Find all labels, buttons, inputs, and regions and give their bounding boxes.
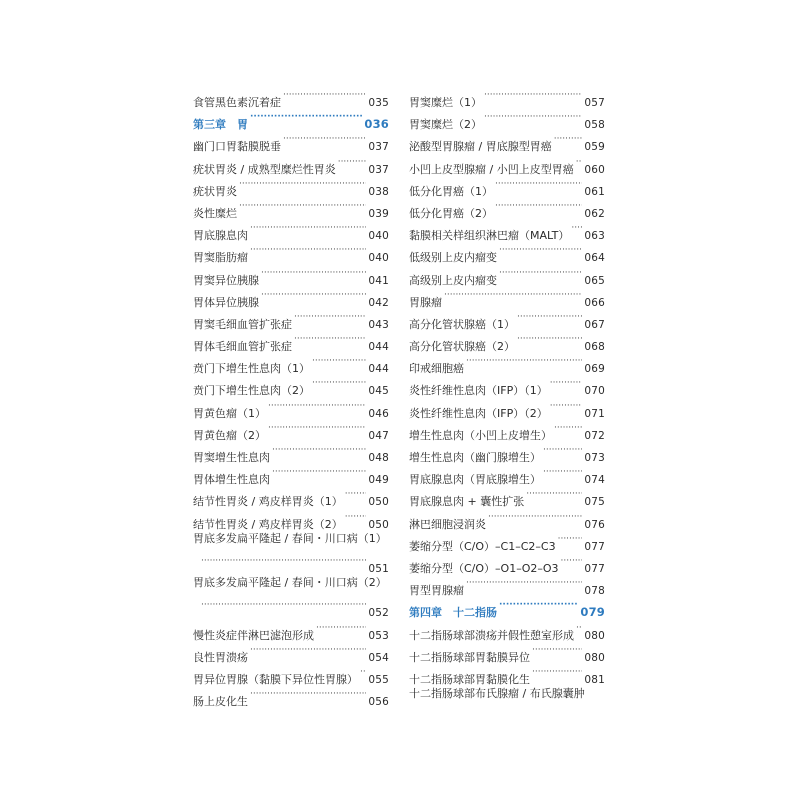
dot-leader [495,173,582,195]
toc-entry[interactable] [409,528,605,553]
toc-entry-title: 疣状胃炎 / 成熟型糜烂性胃炎 [193,162,336,176]
dot-leader [294,328,366,350]
toc-entry[interactable] [193,84,389,109]
toc-page-number: 058 [584,119,605,132]
toc-left-column [193,84,389,709]
dot-leader [561,550,583,572]
toc-entry-title: 高分化管状腺癌（2） [409,340,515,354]
toc-entry[interactable] [409,439,605,464]
toc-entry[interactable] [193,483,389,509]
dot-leader [466,350,582,372]
toc-entry[interactable] [409,217,605,243]
toc-page-number: 056 [368,696,389,709]
toc-entry[interactable] [409,106,605,132]
toc-entry[interactable] [409,639,605,664]
toc-page-number: 074 [584,474,605,487]
toc-entry-title: 胃底腺息肉 + 囊性扩张 [409,495,525,509]
dot-leader [250,217,366,239]
toc-entry-title: 结节性胃炎 / 鸡皮样胃炎（2） [193,517,343,531]
toc-entry[interactable] [409,173,605,198]
dot-leader [484,84,582,106]
toc-entry[interactable] [193,639,389,664]
toc-page-number: 055 [368,673,389,686]
dot-leader [517,328,582,350]
dot-leader [543,439,582,461]
toc-page-number: 050 [368,496,389,509]
toc-entry[interactable] [409,572,605,598]
toc-entry-title: 小凹上皮型腺瘤 / 小凹上皮型胃癌 [409,162,574,176]
toc-entry-title: 胃异位胃腺（黏膜下异位性胃腺） [193,672,358,686]
toc-entry-title: 胃窦异位胰腺 [193,273,259,287]
toc-entry-title: 胃体毛细血管扩张症 [193,340,292,354]
toc-page-number: 061 [584,185,605,198]
toc-page-number: 048 [368,452,389,464]
toc-entry[interactable] [409,195,605,220]
toc-page-number: 072 [584,429,605,442]
dot-leader [239,173,366,195]
dot-leader [250,683,366,705]
toc-page-number: 071 [584,407,605,420]
toc-entry[interactable] [409,617,605,642]
toc-entry-title: 炎性纤维性息肉（IFP）（2） [409,406,548,420]
toc-page-number: 070 [584,385,605,398]
toc-entry-title: 高分化管状腺癌（1） [409,317,515,331]
toc-page-number: 052 [368,607,389,620]
toc-page-number: 059 [584,141,605,154]
toc-page-number: 080 [584,651,605,664]
toc-page-number: 038 [368,185,389,198]
toc-entry-title: 胃底腺息肉（胃底腺增生） [409,473,541,487]
toc-entry[interactable] [193,417,389,442]
toc-page-number: 079 [580,605,605,620]
toc-entry[interactable] [193,683,389,709]
dot-leader [316,617,366,639]
toc-entry-title: 胃型胃腺瘤 [409,584,464,598]
toc-page-number: 046 [368,407,389,420]
dot-leader [444,284,582,306]
toc-entry[interactable] [409,550,605,575]
chapter-title: 第四章 十二指肠 [409,606,497,620]
toc-entry[interactable] [193,284,389,309]
toc-entry-title: 萎缩分型（C/O）–C1–C2–C3 [409,539,556,553]
toc-entry[interactable] [409,328,605,354]
dot-leader [499,594,578,616]
toc-entry-title: 十二指肠球部溃疡并假性憩室形成 [409,628,574,642]
dot-leader [495,195,582,217]
toc-right-column [409,84,605,705]
dot-leader [283,128,366,150]
toc-entry[interactable] [193,461,389,487]
toc-entry-title: 胃窦糜烂（1） [409,96,482,109]
toc-entry-title: 慢性炎症伴淋巴滤泡形成 [193,628,314,642]
dot-leader [532,639,582,661]
toc-entry-title: 食管黑色素沉着症 [193,96,281,109]
toc-entry[interactable] [193,528,389,575]
dot-leader [250,106,362,128]
toc-entry[interactable] [193,151,389,176]
toc-entry-title: 结节性胃炎 / 鸡皮样胃炎（1） [193,495,343,509]
dot-leader [312,350,366,372]
toc-entry-title: 肠上皮化生 [193,695,248,709]
toc-entry[interactable] [193,306,389,331]
dot-leader [250,639,366,661]
toc-page-number: 080 [584,629,605,642]
toc-page-number: 062 [584,207,605,220]
toc-entry-title: 十二指肠球部胃黏膜异位 [409,650,530,664]
dot-leader [499,239,582,261]
toc-page-number: 044 [368,363,389,376]
toc-page-number: 049 [368,474,389,487]
toc-entry[interactable] [193,173,389,198]
dot-leader [345,483,367,505]
dot-leader [268,417,366,439]
dot-leader [261,284,366,306]
toc-page-number: 044 [368,341,389,354]
toc-entry-title: 疣状胃炎 [193,184,237,198]
toc-entry-title: 胃黄色瘤（2） [193,428,266,442]
toc-entry-title: 胃黄色瘤（1） [193,406,266,420]
dot-leader [272,439,366,461]
toc-chapter-heading[interactable] [193,106,389,132]
toc-page-number: 078 [584,585,605,598]
toc-entry[interactable] [193,262,389,287]
toc-page-number: 081 [584,673,605,686]
toc-entry[interactable] [193,239,389,265]
toc-entry-title: 增生性息肉（幽门腺增生） [409,451,541,464]
toc-entry[interactable] [193,439,389,464]
toc-page-number: 043 [368,318,389,331]
toc-entry[interactable] [409,483,605,509]
toc-entry[interactable] [193,506,389,531]
toc-entry[interactable] [409,683,605,705]
toc-page-number: 039 [368,207,389,220]
toc-entry-title: 胃底腺息肉 [193,229,248,243]
toc-entry-title: 贲门下增生性息肉（1） [193,362,310,376]
toc-page-number: 063 [584,230,605,243]
toc-entry-title: 十二指肠球部胃黏膜化生 [409,672,530,686]
dot-leader [239,195,366,217]
toc-entry[interactable] [193,617,389,642]
toc-page-number: 076 [584,518,605,531]
dot-leader [517,306,582,328]
dot-leader [543,461,582,483]
toc-entry-title: 胃窦糜烂（2） [409,118,482,132]
toc-page-number: 040 [368,252,389,265]
toc-page-number: 077 [584,562,605,575]
toc-chapter-heading[interactable] [409,594,605,620]
dot-leader [312,372,366,394]
dot-leader [345,506,367,528]
toc-entry-title: 低分化胃癌（1） [409,184,493,198]
toc-page-number: 053 [368,629,389,642]
dot-leader [532,661,582,683]
toc-entry-title: 胃体增生性息肉 [193,473,270,487]
toc-page-number: 037 [368,141,389,154]
toc-entry[interactable] [409,84,605,109]
toc-page-number: 066 [584,296,605,309]
toc-entry-title: 胃窦毛细血管扩张症 [193,317,292,331]
toc-page-number: 054 [368,651,389,664]
toc-entry[interactable] [193,372,389,398]
toc-page-number: 045 [368,385,389,398]
toc-entry-title: 高级别上皮内瘤变 [409,273,497,287]
dot-leader [488,506,582,528]
toc-entry[interactable] [409,461,605,487]
toc-page-number: 057 [584,97,605,109]
toc-page-number: 073 [584,452,605,464]
toc-page-number: 075 [584,496,605,509]
toc-entry[interactable] [409,128,605,154]
dot-leader [550,372,583,394]
toc-entry[interactable] [409,284,605,309]
toc-entry-title: 良性胃溃疡 [193,650,248,664]
dot-leader [576,617,582,639]
dot-leader [571,217,582,239]
toc-entry[interactable] [193,395,389,420]
toc-entry[interactable] [409,395,605,420]
toc-entry[interactable] [409,372,605,398]
toc-entry-title: 炎性糜烂 [193,206,237,220]
toc-entry-title: 萎缩分型（C/O）–O1–O2–O3 [409,561,559,575]
toc-page-number: 042 [368,296,389,309]
dot-leader [201,594,366,616]
toc-entry[interactable] [409,262,605,287]
dot-leader [554,417,582,439]
toc-entry-title: 胃窦脂肪瘤 [193,251,248,265]
toc-page-number: 068 [584,341,605,354]
toc-page-number: 047 [368,429,389,442]
toc-entry[interactable] [193,328,389,354]
toc-page-number: 040 [368,230,389,243]
toc-page-number: 077 [584,540,605,553]
chapter-title: 第三章 胃 [193,118,248,132]
toc-page-number: 037 [368,163,389,176]
toc-entry-title: 印戒细胞癌 [409,362,464,376]
dot-leader [550,395,583,417]
toc-entry[interactable] [409,350,605,376]
toc-entry-title: 幽门口胃黏膜脱垂 [193,140,281,154]
dot-leader [272,461,366,483]
toc-entry[interactable] [409,506,605,531]
toc-entry[interactable] [409,151,605,176]
dot-leader [526,483,582,505]
toc-page-number: 041 [368,274,389,287]
dot-leader [261,262,366,284]
toc-entry-title: 胃腺瘤 [409,295,442,309]
toc-entry-title: 淋巴细胞浸润炎 [409,517,486,531]
dot-leader [466,572,582,594]
toc-entry[interactable] [193,350,389,376]
dot-leader [576,151,583,173]
toc-entry[interactable] [409,417,605,442]
dot-leader [338,151,367,173]
toc-entry-title: 胃底多发扁平隆起 / 春间・川口病（2） [193,576,387,590]
toc-entry[interactable] [409,661,605,686]
toc-entry-title: 十二指肠球部布氏腺瘤 / 布氏腺囊肿 [409,687,585,701]
dot-leader [558,528,583,550]
toc-entry-title: 贲门下增生性息肉（2） [193,384,310,398]
dot-leader [250,239,366,261]
dot-leader [294,306,366,328]
toc-entry-title: 胃体异位胰腺 [193,295,259,309]
toc-entry-title: 胃窦增生性息肉 [193,451,270,464]
toc-page-number: 064 [584,252,605,265]
toc-entry-title: 低级别上皮内瘤变 [409,251,497,265]
toc-page-number: 060 [584,163,605,176]
toc-entry[interactable] [193,572,389,620]
dot-leader [554,128,583,150]
toc-entry-title: 增生性息肉（小凹上皮增生） [409,428,552,442]
toc-entry-title: 低分化胃癌（2） [409,206,493,220]
toc-entry-title: 炎性纤维性息肉（IFP）（1） [409,384,548,398]
dot-leader [360,661,366,683]
toc-entry-title: 泌酸型胃腺瘤 / 胃底腺型胃癌 [409,140,552,154]
toc-entry[interactable] [193,661,389,686]
toc-page-number: 035 [368,97,389,109]
toc-entry[interactable] [193,128,389,154]
toc-page-number: 065 [584,274,605,287]
dot-leader [283,84,366,106]
dot-leader [201,550,366,572]
toc-entry-title: 黏膜相关样组织淋巴瘤（MALT） [409,229,570,243]
toc-page-number: 036 [364,117,389,132]
toc-entry-title: 胃底多发扁平隆起 / 春间・川口病（1） [193,531,387,545]
toc-entry[interactable] [193,195,389,220]
toc-page-number: 050 [368,518,389,531]
toc-entry[interactable] [409,306,605,331]
toc-page-number: 069 [584,363,605,376]
toc-entry[interactable] [193,217,389,243]
toc-entry[interactable] [409,239,605,265]
toc-page-number: 051 [368,562,389,575]
dot-leader [499,262,582,284]
toc-page-number: 067 [584,318,605,331]
dot-leader [268,395,366,417]
dot-leader [484,106,582,128]
